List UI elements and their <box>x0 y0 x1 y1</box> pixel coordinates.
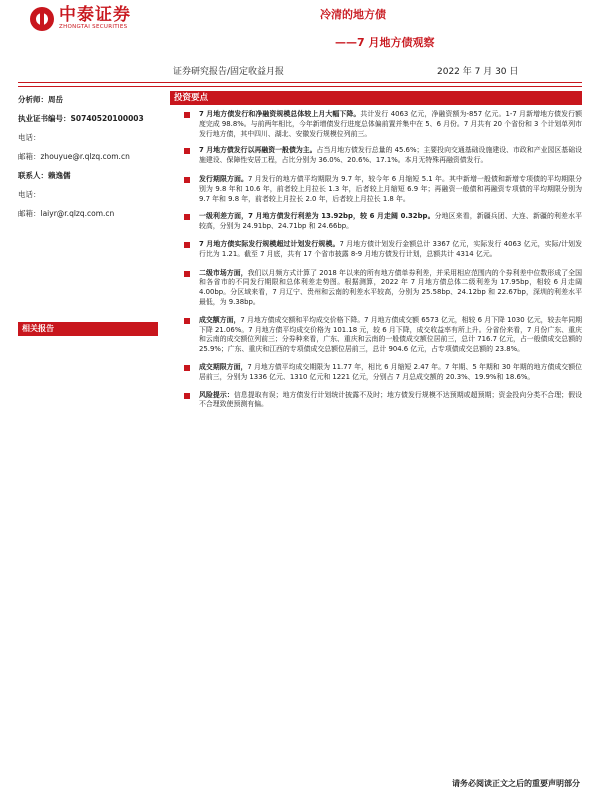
list-item: 一级利差方面，7 月地方债发行利差为 13.92bp，较 6 月走阔 0.32bp。分地区来看，新疆兵团、大连、新疆的利差水平较高，分别为 24.91bp、24.71bp 和 24.66bp。 <box>170 212 582 232</box>
key-points <box>170 110 582 410</box>
list-item: 成交期限方面，7 月地方债平均成交期限为 11.77 年，相比 6 月缩短 2.47 年。7 年期、5 年期和 30 年期的地方债成交额位居前三，分别为 1336 亿元、1310 亿元和 1221 亿元，分别占 7 月总成交额的 20.3%、19.9%和 18.6%。 <box>170 363 582 383</box>
header-divider <box>18 82 582 83</box>
bullet-square-icon <box>184 318 190 324</box>
bullet-square-icon <box>184 271 190 277</box>
bullet-square-icon <box>184 177 190 183</box>
analyst-row: 电话： <box>18 133 41 142</box>
header-divider-2 <box>18 86 582 87</box>
brand-name-en: ZHONGTAI SECURITIES <box>59 24 128 30</box>
list-item: 发行期限方面。7 月发行的地方债平均期限为 9.7 年，较今年 6 月缩短 5.1 年。其中新增一般债和新增专项债的平均期限分别为 9.8 年和 10.6 年，前者较上月拉长 1.3 年，后者较上月缩短 6.9 年；再融资一般债和再融资专项债的平均期限分别为 9.7 年和 9.8 年，前者较上月拉长 2.0 年，后者较上月拉长 1.8 年。 <box>170 175 582 204</box>
analyst-row: 邮箱：zhouyue@r.qlzq.com.cn <box>18 152 130 161</box>
report-subtitle: ——7 月地方债观察 <box>335 36 435 49</box>
brand-name-cn: 中泰证券 <box>59 5 131 25</box>
brand-logo-icon <box>30 7 54 31</box>
analyst-row: 分析师：周岳 <box>18 95 63 104</box>
report-title: 冷清的地方债 <box>320 8 386 21</box>
bullet-square-icon <box>184 393 190 399</box>
report-date: 2022 年 7 月 30 日 <box>437 67 519 77</box>
email-link[interactable]: laiyr@r.qlzq.com.cn <box>40 209 115 218</box>
section-heading: 投资要点 <box>170 91 582 105</box>
analyst-row: 联系人：赖逸儒 <box>18 171 71 180</box>
list-item: 风险提示：信息提取有误；地方债发行计划统计披露不及时；地方债发行规模不达预期或超预期；资金投向分类不合理；假设不合理致使预测有偏。 <box>170 391 582 411</box>
list-item: 7 月地方债发行和净融资规模总体较上月大幅下降。共计发行 4063 亿元，净融资额为-857 亿元。1-7 月新增地方债发行额度完成 98.8%。与前两年相比，今年新增债发行进度总体偏前置并集中在 5、6 月份。7 月共有 20 个省份和 3 个计划单列市发行地方债，其中四川、湖北、安徽发行规模位列前三。 <box>170 110 582 139</box>
list-item: 7 月地方债实际发行规模超过计划发行规模。7 月地方债计划发行金额总计 3367 亿元，实际发行 4063 亿元，实际/计划发行比为 1.21。截至 7 月底，共有 17 个省市披露 8-9 月地方债发行计划，总额共计 4314 亿元。 <box>170 240 582 260</box>
brand-text <box>59 6 131 31</box>
analyst-row: 电话： <box>18 190 41 199</box>
analyst-sidebar <box>18 94 158 227</box>
list-item: 7 月地方债发行以再融资一般债为主。占当月地方债发行总量的 45.6%；主要投向交通基础设施建设、市政和产业园区基础设施建设、保障性安居工程，占比分别为 36.0%、20.6%、17.1%。本月无特殊再融资债发行。 <box>170 146 582 166</box>
email-link[interactable]: zhouyue@r.qlzq.com.cn <box>40 152 130 161</box>
list-item: 成交额方面，7 月地方债成交额和平均成交价格下降。7 月地方债成交额 6573 亿元，相较 6 月下降 1030 亿元，较去年同期下降 21.06%。7 月地方债平均成交价格为 101.18 元，较 6 月下降，成交收益率有所上升。分省份来看，7 月份广东、重庆和云南的成交额位列前三；分券种来看，广东、重庆和云南的一般债成交额位居前三，总计 716.7 亿元，占一般债成交总额的 25.9%；广东、重庆和江西的专项债成交总额位居前三，总计 904.6 亿元，占专项债成交总额的 23.8%。 <box>170 316 582 355</box>
analyst-row: 邮箱：laiyr@r.qlzq.com.cn <box>18 209 115 218</box>
bullet-square-icon <box>184 365 190 371</box>
report-type: 证券研究报告/固定收益月报 <box>173 67 285 77</box>
analyst-row: 执业证书编号：S0740520100003 <box>18 114 144 123</box>
related-reports-heading: 相关报告 <box>18 322 158 336</box>
bullet-square-icon <box>184 112 190 118</box>
bullet-square-icon <box>184 242 190 248</box>
brand-logo <box>30 6 131 31</box>
bullet-square-icon <box>184 148 190 154</box>
bullet-square-icon <box>184 214 190 220</box>
list-item: 二级市场方面，我们以月频方式计算了 2018 年以来的所有地方债单券利差，并采用相应范围内的个券利差中位数形成了全国和各省市的不同发行期限和总体利差走势图。根据测算，2022 年 7 月地方债总体二级利差为 17.95bp，相较 6 月走阔 4.00bp。分区域来看，7 月辽宁、贵州和云南的利差水平较高，分别为 25.58bp、24.12bp 和 22.67bp，深圳的利差水平最低，为 9.38bp。 <box>170 269 582 308</box>
footer-disclaimer: 请务必阅读正文之后的重要声明部分 <box>452 779 580 788</box>
